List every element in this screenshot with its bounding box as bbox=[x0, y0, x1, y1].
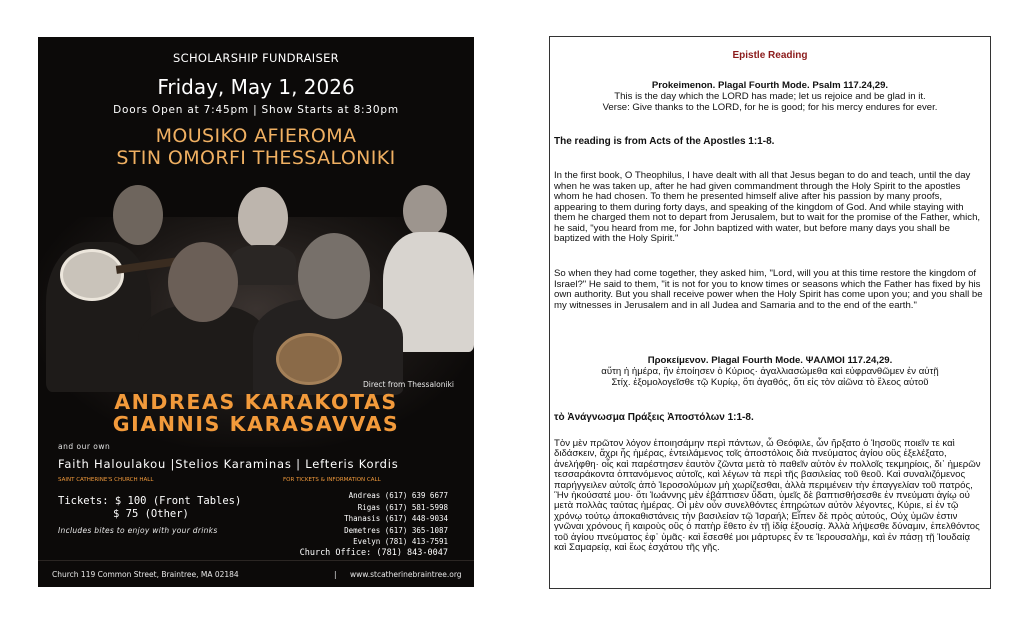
poster-label: SCHOLARSHIP FUNDRAISER bbox=[173, 51, 339, 65]
church-office-contact: Church Office: (781) 843-0047 bbox=[299, 547, 448, 558]
contact-entry: Andreas (617) 639 6677 bbox=[348, 491, 448, 500]
direct-from-label: Direct from Thessaloniki bbox=[363, 380, 454, 389]
event-title-line2: STIN OMORFI THESSALONIKI bbox=[116, 147, 396, 169]
footer-url: www.stcatherinebraintree.org bbox=[350, 570, 462, 579]
footer-address: Church 119 Common Street, Braintree, MA 02184 bbox=[52, 570, 239, 579]
fundraiser-poster bbox=[38, 37, 474, 587]
prokeimenon-verse-en: Verse: Give thanks to the LORD, for he is good; for his mercy endures for ever. bbox=[602, 102, 938, 113]
singer-head bbox=[238, 187, 288, 249]
reading-paragraph-en-1: In the first book, O Theophilus, I have dealt with all that Jesus began to do and teach, until the day when he was taken up, after he had given commandment through the Holy Spirit to the apostles whom he had chosen. To them he presented himself alive after his passion by many proofs, appearing to them during forty days, and speaking of the kingdom of God. And while staying with them he charged them not to depart from Jerusalem, but to wait for the promise of the Father, which, he said, "you heard from me, for John baptized with water, but before many days you shall be baptized with the Holy Spirit." bbox=[554, 170, 981, 244]
contact-entry: Demetres (617) 365-1087 bbox=[344, 525, 448, 535]
reading-title-gr: τὸ Ἀνάγνωσμα Πράξεις Ἀποστόλων 1:1-8. bbox=[554, 412, 754, 423]
reading-paragraph-en-2: So when they had come together, they asked him, "Lord, will you at this time restore the kingdom of Israel?" He said to them, "it is not for you to know times or seasons which the Father has fixed by his own authority. But you shall receive power when the Holy Spirit has come upon you; and you shall be my witnesses in Jerusalem and in all Judea and Samaria and to the end of the earth." bbox=[554, 268, 983, 311]
poster-footer bbox=[38, 560, 474, 587]
contact-entry: Evelyn (781) 413-7591 bbox=[353, 537, 448, 546]
tickets-info-label: FOR TICKETS & INFORMATION CALL bbox=[283, 477, 381, 483]
event-date: Friday, May 1, 2026 bbox=[157, 75, 355, 99]
prokeimenon-text-gr: αὕτη ἡ ἡμέρα, ἣν ἐποίησεν ὁ Κύριος· ἀγαλλιασώμεθα καὶ εὐφρανθῶμεν ἐν αὐτῇ bbox=[601, 366, 939, 377]
contact-entry: Rigas (617) 581-5998 bbox=[357, 502, 448, 512]
reading-paragraph-gr: Τὸν μὲν πρῶτον λόγον ἐποιησάμην περὶ πάντων, ὦ Θεόφιλε, ὧν ἤρξατο ὁ Ἰησοῦς ποιεῖν τε καὶ διδάσκειν, ἄχρι ἧς ἡμέρας, ἐντειλάμενος τοῖς ἀποστόλοις διὰ πνεύματος ἁγίου οὓς ἐξελέξατο, ἀνελήφθη· οἷς καὶ παρέστησεν ἑαυτὸν ζῶντα μετὰ τὸ παθεῖν αὐτὸν ἐν πολλοῖς τεκμηρίοις, δι᾿ ἡμερῶν τεσσαράκοντα ὀπτανόμενος αὐτοῖς, καὶ λέγων τὰ περὶ τῆς βασιλείας τοῦ θεοῦ. Καὶ συναλιζόμενος παρήγγειλεν αὐτοῖς ἀπὸ Ἱεροσολύμων μὴ χωρίζεσθαι, ἀλλὰ περιμένειν τὴν ἐπαγγελίαν τοῦ πατρός, Ἣν ἠκούσατέ μου· ὅτι Ἰωάννης μὲν ἐβάπτισεν ὕδατι, ὑμεῖς δὲ βαπτισθήσεσθε ἐν πνεύματι ἁγίῳ οὐ μετὰ πολλὰς ταύτας ἡμέρας. Οἱ μὲν οὖν συνελθόντες ἐπηρώτων αὐτὸν λέγοντες, Κύριε, εἰ ἐν τῷ χρόνῳ τούτῳ ἀποκαθιστάνεις τὴν βασιλείαν τῷ Ἰσραήλ; Εἶπεν δὲ πρὸς αὐτούς, Οὐχ ὑμῶν ἐστιν γνῶναι χρόνους ἢ καιροὺς οὓς ὁ πατὴρ ἔθετο ἐν τῇ ἰδίᾳ ἐξουσίᾳ. Ἀλλὰ λήψεσθε δύναμιν, ἐπελθόντος τοῦ ἁγίου πνεύματος ἐφ᾿ ὑμᾶς· καὶ ἔσεσθέ μοι μάρτυρες ἔν τε Ἱερουσαλὴμ, καὶ ἐν πάσῃ τῇ Ἰουδαίᾳ καὶ Σαμαρείᾳ, καὶ ἕως ἐσχάτου τῆς γῆς. bbox=[554, 438, 981, 554]
and-our-own-label: and our own bbox=[58, 442, 111, 451]
reading-header: Epistle Reading bbox=[732, 50, 808, 61]
reading-title-en: The reading is from Acts of the Apostles 1:1-8. bbox=[554, 136, 775, 147]
instrument-bouzouki bbox=[276, 333, 342, 385]
ticket-price-front: Tickets: $ 100 (Front Tables) bbox=[58, 495, 242, 507]
musician-center-head bbox=[168, 242, 238, 322]
event-times: Doors Open at 7:45pm | Show Starts at 8:30pm bbox=[113, 104, 399, 116]
contact-list bbox=[300, 490, 448, 559]
musician-front-head bbox=[298, 233, 370, 319]
ticket-prices bbox=[58, 495, 241, 521]
prokeimenon-title-en: Prokeimenon. Plagal Fourth Mode. Psalm 117.24,29. bbox=[651, 80, 889, 91]
bites-note: Includes bites to enjoy with your drinks bbox=[58, 526, 218, 535]
musician-left-head bbox=[113, 185, 163, 245]
musician-right-head bbox=[403, 185, 447, 237]
performer-name-1: ANDREAS KARAKOTAS bbox=[114, 390, 398, 414]
venue-label: SAINT CATHERINE'S CHURCH HALL bbox=[58, 477, 154, 483]
ticket-price-other: $ 75 (Other) bbox=[113, 508, 189, 520]
performer-name-2: GIANNIS KARASAVVAS bbox=[112, 412, 400, 436]
prokeimenon-text-en: This is the day which the LORD has made; let us rejoice and be glad in it. bbox=[614, 91, 926, 102]
prokeimenon-title-gr: Προκείμενον. Plagal Fourth Mode. ΨΑΛΜΟΙ 117.24,29. bbox=[647, 355, 893, 366]
prokeimenon-verse-gr: Στίχ. ἐξομολογεῖσθε τῷ Κυρίῳ, ὅτι ἀγαθός, ὅτι εἰς τὸν αἰῶνα τὸ ἔλεος αὐτοῦ bbox=[611, 377, 929, 388]
instrument-oud bbox=[60, 249, 124, 301]
footer-separator: | bbox=[334, 570, 337, 579]
local-musicians: Faith Haloulakou |Stelios Karaminas | Lefteris Kordis bbox=[58, 457, 399, 471]
epistle-reading-panel bbox=[549, 36, 991, 589]
contact-entry: Thanasis (617) 448-9034 bbox=[344, 514, 448, 523]
event-title-line1: MOUSIKO AFIEROMA bbox=[155, 125, 357, 147]
singer-body bbox=[230, 245, 296, 285]
